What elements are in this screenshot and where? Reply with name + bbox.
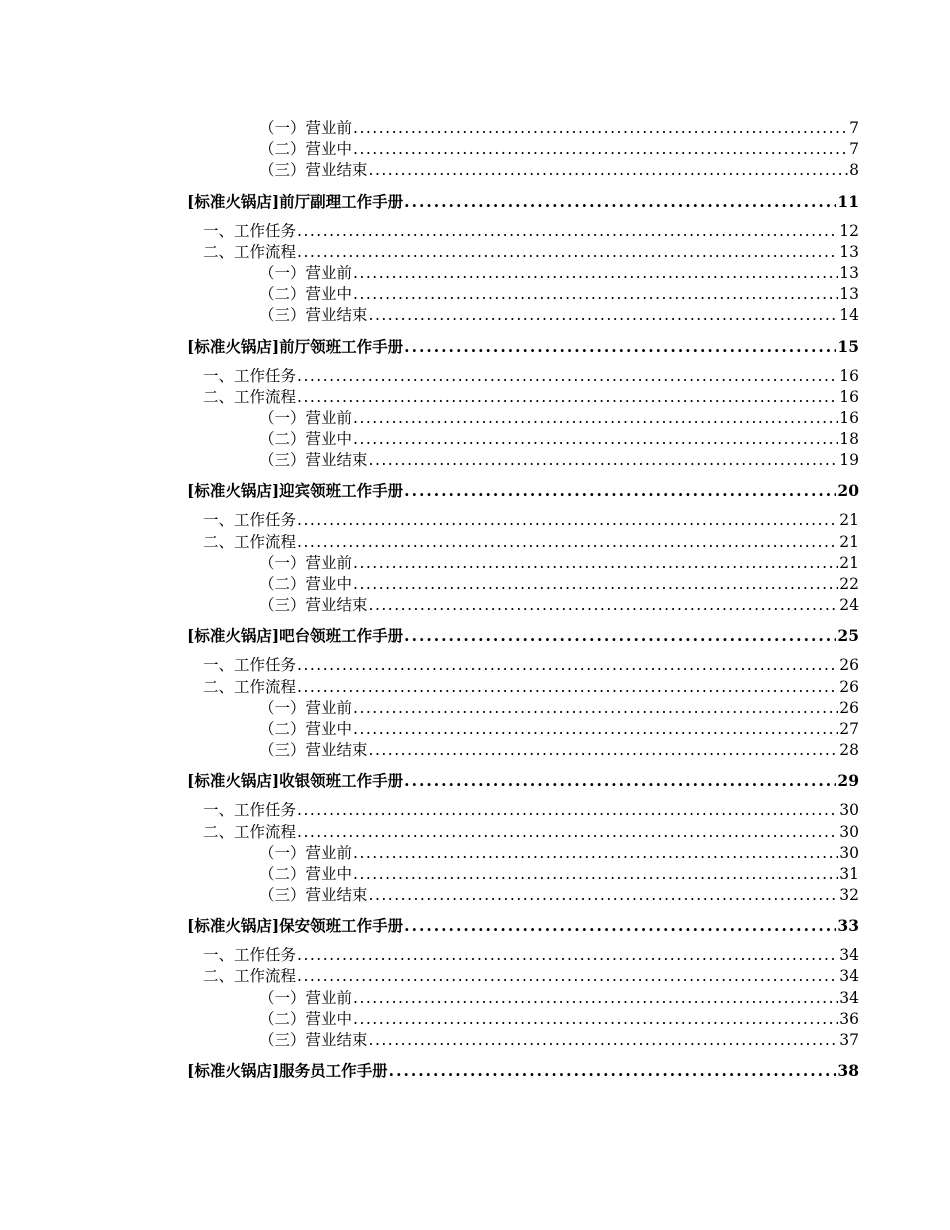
toc-dot-leader [369,450,839,471]
toc-page-number: 28 [839,741,859,760]
toc-dot-leader [297,221,838,242]
toc-entry-title: （三）营业结束 [259,161,368,180]
toc-dot-leader [353,408,838,429]
toc-section-entry[interactable] [187,532,859,553]
toc-chapter-entry[interactable] [187,915,859,937]
toc-page-number: 21 [839,553,859,572]
toc-dot-leader [297,677,838,698]
toc-entry-title: 一、工作任务 [203,366,297,385]
toc-section-entry[interactable] [187,698,859,719]
toc-page-number: 13 [839,285,859,304]
toc-page-number: 7 [849,119,859,137]
toc-entry-title: （三）营业结束 [259,596,368,615]
toc-section-entry[interactable] [187,740,859,761]
toc-section-entry[interactable] [187,822,859,843]
toc-section-entry[interactable] [187,1030,859,1051]
toc-dot-leader [353,698,838,719]
toc-entry-title: 二、工作流程 [203,242,297,261]
toc-entry-title: （二）营业中 [259,140,353,159]
toc-dot-leader [353,1009,838,1030]
toc-page-number: 20 [837,481,859,501]
toc-dot-leader [353,118,848,139]
toc-chapter-entry[interactable] [187,480,859,502]
toc-section-entry[interactable] [187,574,859,595]
toc-entry-title: （一）营业前 [259,843,353,862]
toc-entry-title: [标准火锅店]收银领班工作手册 [187,771,404,791]
toc-section-entry[interactable] [187,510,859,531]
toc-entry-title: （一）营业前 [259,263,353,282]
toc-page-number: 25 [837,626,859,646]
toc-section-entry[interactable] [187,595,859,616]
toc-section-entry[interactable] [187,118,859,139]
toc-entry-title: [标准火锅店]服务员工作手册 [187,1061,388,1081]
toc-dot-leader [369,885,839,906]
toc-dot-leader [353,553,838,574]
toc-page-number: 26 [839,656,859,675]
toc-page-number: 31 [839,864,859,883]
toc-page-number: 27 [839,719,859,738]
toc-chapter-entry[interactable] [187,625,859,647]
toc-entry-title: （三）营业结束 [259,306,368,325]
toc-section-entry[interactable] [187,139,859,160]
toc-page-number: 13 [839,263,859,282]
toc-entry-title: （二）营业中 [259,575,353,593]
toc-dot-leader [353,263,838,284]
toc-dot-leader [369,305,839,326]
toc-dot-leader [369,595,839,616]
toc-section-entry[interactable] [187,366,859,387]
toc-entry-title: 二、工作流程 [203,532,297,551]
toc-entry-title: [标准火锅店]前厅副理工作手册 [187,191,404,211]
toc-page-number: 26 [839,677,859,696]
toc-section-entry[interactable] [187,387,859,408]
toc-dot-leader [297,800,838,821]
toc-page-number: 16 [839,366,859,385]
toc-dot-leader [404,480,836,502]
toc-dot-leader [297,510,838,531]
toc-entry-title: 二、工作流程 [203,677,297,696]
toc-page-number: 13 [839,242,859,261]
toc-dot-leader [404,625,836,647]
toc-dot-leader [297,966,838,987]
toc-entry-title: （三）营业结束 [259,1031,368,1049]
toc-page-number: 16 [839,387,859,406]
toc-chapter-entry[interactable] [187,336,859,358]
toc-section-entry[interactable] [187,263,859,284]
toc-dot-leader [353,843,838,864]
toc-entry-title: 一、工作任务 [203,946,297,965]
toc-dot-leader [353,429,838,450]
toc-entry-title: [标准火锅店]前厅领班工作手册 [187,336,404,356]
toc-entry-title: （二）营业中 [259,719,353,738]
toc-section-entry[interactable] [187,160,859,181]
toc-page-number: 38 [837,1061,859,1081]
toc-section-entry[interactable] [187,284,859,305]
toc-entry-title: （一）营业前 [259,119,353,137]
toc-page-number: 34 [839,967,859,986]
toc-page-number: 19 [839,451,859,470]
toc-entry-title: 二、工作流程 [203,822,297,841]
toc-page-number: 36 [839,1009,859,1028]
toc-page-number: 11 [837,191,859,211]
toc-entry-title: （二）营业中 [259,1009,353,1028]
toc-page-number: 34 [839,988,859,1007]
toc-page-number: 29 [837,771,859,791]
toc-dot-leader [353,139,848,160]
toc-section-entry[interactable] [187,1009,859,1030]
toc-page-number: 32 [839,886,859,905]
toc-page-number: 30 [839,843,859,862]
toc-page-number: 14 [839,306,859,325]
toc-entry-title: （二）营业中 [259,864,353,883]
toc-section-entry[interactable] [187,945,859,966]
toc-dot-leader [389,1060,837,1082]
toc-entry-title: （一）营业前 [259,698,353,717]
toc-entry-title: （一）营业前 [259,408,353,427]
toc-section-entry[interactable] [187,429,859,450]
toc-page-number: 37 [839,1031,859,1049]
toc-page-number: 30 [839,822,859,841]
toc-section-entry[interactable] [187,719,859,740]
toc-page-number: 18 [839,430,859,449]
toc-section-entry[interactable] [187,677,859,698]
toc-dot-leader [297,532,838,553]
toc-page-number: 7 [849,140,859,159]
toc-page-number: 8 [849,161,859,180]
toc-entry-title: （三）营业结束 [259,886,368,905]
toc-dot-leader [369,740,839,761]
toc-section-entry[interactable] [187,305,859,326]
toc-dot-leader [353,864,838,885]
toc-entry-title: 一、工作任务 [203,511,297,530]
toc-dot-leader [404,191,836,213]
toc-dot-leader [369,1030,839,1051]
toc-dot-leader [297,945,838,966]
toc-entry-title: （二）营业中 [259,285,353,304]
toc-dot-leader [353,719,838,740]
toc-section-entry[interactable] [187,864,859,885]
toc-entry-title: （一）营业前 [259,988,353,1007]
toc-page-number: 15 [837,336,859,356]
toc-chapter-entry[interactable] [187,770,859,792]
toc-page-number: 30 [839,801,859,820]
toc-entry-title: 一、工作任务 [203,656,297,675]
toc-entry-title: 一、工作任务 [203,221,297,240]
toc-section-entry[interactable] [187,800,859,821]
toc-section-entry[interactable] [187,242,859,263]
toc-entry-title: 二、工作流程 [203,387,297,406]
toc-section-entry[interactable] [187,553,859,574]
toc-dot-leader [297,387,838,408]
toc-entry-title: （一）营业前 [259,553,353,572]
toc-page-number: 26 [839,698,859,717]
toc-chapter-entry[interactable] [187,191,859,213]
toc-entry-title: （三）营业结束 [259,741,368,760]
toc-dot-leader [297,822,838,843]
table-of-contents [187,118,859,1090]
toc-chapter-entry[interactable] [187,1060,859,1082]
toc-entry-title: （三）营业结束 [259,451,368,470]
toc-dot-leader [353,284,838,305]
toc-dot-leader [353,574,838,595]
toc-section-entry[interactable] [187,655,859,676]
toc-entry-title: [标准火锅店]保安领班工作手册 [187,916,404,936]
toc-dot-leader [404,336,836,358]
toc-dot-leader [297,366,838,387]
toc-entry-title: 二、工作流程 [203,967,297,986]
toc-dot-leader [297,242,838,263]
toc-entry-title: [标准火锅店]吧台领班工作手册 [187,626,404,646]
toc-section-entry[interactable] [187,988,859,1009]
toc-entry-title: （二）营业中 [259,430,353,449]
toc-page-number: 24 [839,596,859,615]
toc-section-entry[interactable] [187,408,859,429]
toc-entry-title: [标准火锅店]迎宾领班工作手册 [187,481,404,501]
toc-section-entry[interactable] [187,843,859,864]
toc-section-entry[interactable] [187,885,859,906]
toc-dot-leader [369,160,849,181]
toc-section-entry[interactable] [187,966,859,987]
toc-page-number: 21 [839,511,859,530]
toc-page-number: 22 [839,575,859,593]
toc-page-number: 12 [839,221,859,240]
toc-dot-leader [353,988,838,1009]
toc-section-entry[interactable] [187,221,859,242]
toc-page-number: 21 [839,532,859,551]
toc-page-number: 33 [837,916,859,936]
toc-page-number: 16 [839,408,859,427]
toc-dot-leader [404,770,836,792]
toc-section-entry[interactable] [187,450,859,471]
toc-dot-leader [404,915,836,937]
toc-entry-title: 一、工作任务 [203,801,297,820]
toc-page-number: 34 [839,946,859,965]
toc-dot-leader [297,655,838,676]
